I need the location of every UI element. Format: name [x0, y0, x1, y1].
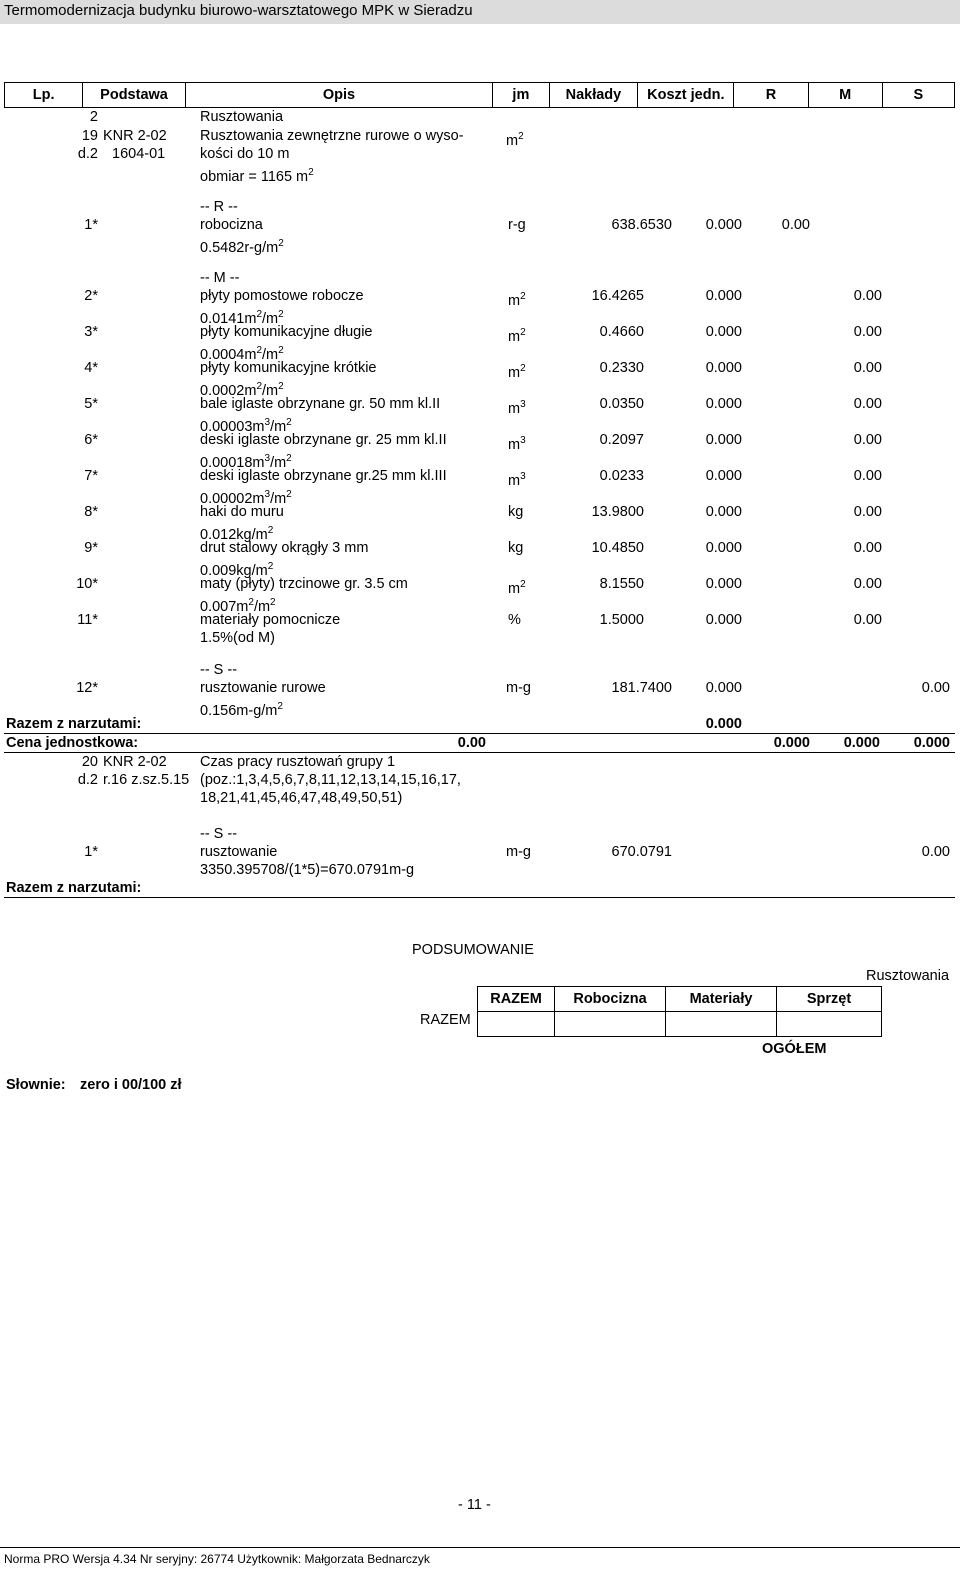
pos19-jm: $m^2$ [506, 131, 524, 149]
material-name: maty (płyty) trzcinowe gr. 3.5 cm [200, 576, 408, 592]
summary-group: Rusztowania [866, 968, 950, 984]
material-m: 0.00 [853, 288, 882, 304]
s-item-qty: 181.7400 [611, 680, 672, 696]
section-number: 2 [89, 109, 98, 125]
material-price: 0.000 [705, 360, 742, 376]
material-name: haki do muru [200, 504, 284, 520]
material-qty: 8.1550 [599, 576, 644, 592]
material-no: 6* [84, 432, 98, 448]
words-label: Słownie: [6, 1077, 66, 1093]
material-jm: $m^3$ [508, 471, 526, 489]
material-qty: 13.9800 [591, 504, 644, 520]
pos20-s-qty: 670.0791 [611, 844, 672, 860]
pos20-s-value: 0.00 [921, 844, 950, 860]
pos19-cena-value: 0.00 [457, 735, 486, 751]
material-norm: $0.0002m^2/m^2$ [200, 381, 284, 399]
material-name: materiały pomocnicze [200, 612, 341, 628]
summary-row-label: RAZEM [420, 1012, 471, 1028]
summary-col-materialy: Materiały [666, 987, 777, 1012]
material-no: 10* [76, 576, 98, 592]
material-jm: $m^2$ [508, 579, 526, 597]
material-m: 0.00 [853, 432, 882, 448]
material-norm: $0.009kg/m^2$ [200, 561, 274, 579]
material-norm: $0.007m^2/m^2$ [200, 597, 276, 615]
material-m: 0.00 [853, 468, 882, 484]
summary-cell [777, 1012, 882, 1037]
pos19-cena-m: 0.000 [843, 735, 880, 751]
s-item-price: 0.000 [705, 680, 742, 696]
material-jm: $m^2$ [508, 363, 526, 381]
material-qty: 0.0233 [599, 468, 644, 484]
col-s: S [882, 83, 954, 108]
material-jm: kg [508, 540, 524, 556]
s-item-s: 0.00 [921, 680, 950, 696]
material-no: 4* [84, 360, 98, 376]
material-norm: $0.00002m^3/m^2$ [200, 489, 292, 507]
column-header-table [4, 82, 955, 108]
material-m: 0.00 [853, 540, 882, 556]
s-item-name: rusztowanie rurowe [200, 680, 326, 696]
material-jm: $m^3$ [508, 435, 526, 453]
summary-cell [666, 1012, 777, 1037]
summary-col-sprzet: Sprzęt [777, 987, 882, 1012]
material-price: 0.000 [705, 324, 742, 340]
col-koszt: Koszt jedn. [638, 83, 734, 108]
material-name: deski iglaste obrzynane gr.25 mm kl.III [200, 468, 447, 484]
pos19-cena-r: 0.000 [773, 735, 810, 751]
footer-text: Norma PRO Wersja 4.34 Nr seryjny: 26774 Użytkownik: Małgorzata Bednarczyk [4, 1552, 430, 1566]
material-jm: $m^2$ [508, 291, 526, 309]
r-item-norm: $0.5482r-g/m^2$ [200, 238, 284, 256]
material-qty: 0.2330 [599, 360, 644, 376]
words-value: zero i 00/100 zł [80, 1077, 182, 1093]
summary-table [477, 986, 882, 1037]
r-item-name: robocizna [200, 217, 263, 233]
material-qty: 0.0350 [599, 396, 644, 412]
divider [4, 752, 955, 753]
summary-col-robocizna: Robocizna [555, 987, 666, 1012]
material-m: 0.00 [853, 504, 882, 520]
material-jm: $m^3$ [508, 399, 526, 417]
document-title-bar [0, 0, 960, 24]
pos19-basis1: KNR 2-02 [103, 128, 167, 144]
r-item-no: 1* [84, 217, 98, 233]
material-name: drut stalowy okrągły 3 mm [200, 540, 369, 556]
s-group-header: -- S -- [200, 662, 238, 678]
pos20-razem-label: Razem z narzutami: [6, 880, 142, 896]
material-price: 0.000 [705, 576, 742, 592]
divider [4, 733, 955, 734]
pos20-desc3: 18,21,41,45,46,47,48,49,50,51) [200, 790, 403, 806]
material-m: 0.00 [853, 360, 882, 376]
col-opis: Opis [185, 83, 492, 108]
pos19-desc1: Rusztowania zewnętrzne rurowe o wyso- [200, 128, 464, 144]
pos20-basis2: r.16 z.sz.5.15 [103, 772, 190, 788]
pos19-cena-label: Cena jednostkowa: [6, 735, 139, 751]
material-m: 0.00 [853, 612, 882, 628]
footer-divider [0, 1547, 960, 1548]
material-norm: $0.00018m^3/m^2$ [200, 453, 292, 471]
pos19-obmiar: obmiar = 1165 $m^2$ [200, 167, 314, 185]
r-group-header: -- R -- [200, 199, 238, 215]
summary-title: PODSUMOWANIE [412, 942, 534, 958]
material-name: płyty komunikacyjne długie [200, 324, 373, 340]
pos20-lp: 20 [81, 754, 98, 770]
material-jm: $m^2$ [508, 327, 526, 345]
pos20-s-norm: 3350.395708/(1*5)=670.0791m-g [200, 862, 415, 878]
r-item-qty: 638.6530 [611, 217, 672, 233]
pos19-desc2: kości do 10 m [200, 146, 290, 162]
pos19-lp2: d.2 [77, 146, 98, 162]
col-m: M [808, 83, 882, 108]
m-group-header: -- M -- [200, 270, 240, 286]
material-norm: 1.5%(od M) [200, 630, 275, 646]
summary-col-razem: RAZEM [478, 987, 555, 1012]
pos19-basis2: 1604-01 [112, 146, 166, 162]
material-norm: $0.0004m^2/m^2$ [200, 345, 284, 363]
s-item-norm: $0.156m-g/m^2$ [200, 701, 283, 719]
pos20-lp2: d.2 [77, 772, 98, 788]
material-name: bale iglaste obrzynane gr. 50 mm kl.II [200, 396, 441, 412]
material-qty: 0.4660 [599, 324, 644, 340]
material-no: 5* [84, 396, 98, 412]
pos20-s-no: 1* [84, 844, 98, 860]
col-jm: jm [493, 83, 549, 108]
pos19-cena-s: 0.000 [913, 735, 950, 751]
r-item-jm: r-g [508, 217, 526, 233]
material-qty: 16.4265 [591, 288, 644, 304]
section-title: Rusztowania [200, 109, 284, 125]
material-no: 7* [84, 468, 98, 484]
material-price: 0.000 [705, 432, 742, 448]
summary-cell [555, 1012, 666, 1037]
material-price: 0.000 [705, 612, 742, 628]
pos20-desc2: (poz.:1,3,4,5,6,7,8,11,12,13,14,15,16,17, [200, 772, 461, 788]
r-item-r: 0.00 [781, 217, 810, 233]
s-item-no: 12* [76, 680, 98, 696]
material-name: deski iglaste obrzynane gr. 25 mm kl.II [200, 432, 447, 448]
pos19-razem-label: Razem z narzutami: [6, 716, 142, 732]
material-norm: $0.0141m^2/m^2$ [200, 309, 284, 327]
s-item-jm: m-g [506, 680, 531, 696]
material-no: 3* [84, 324, 98, 340]
material-jm: kg [508, 504, 524, 520]
pos20-s-name: rusztowanie [200, 844, 278, 860]
material-price: 0.000 [705, 468, 742, 484]
pos20-s-jm: m-g [506, 844, 531, 860]
r-item-price: 0.000 [705, 217, 742, 233]
material-no: 8* [84, 504, 98, 520]
col-naklady: Nakłady [549, 83, 638, 108]
material-m: 0.00 [853, 324, 882, 340]
col-podstawa: Podstawa [83, 83, 186, 108]
divider [4, 897, 955, 898]
pos20-s-header: -- S -- [200, 826, 238, 842]
material-price: 0.000 [705, 504, 742, 520]
material-name: płyty pomostowe robocze [200, 288, 364, 304]
pos19-razem-value: 0.000 [705, 716, 742, 732]
material-price: 0.000 [705, 288, 742, 304]
material-price: 0.000 [705, 396, 742, 412]
summary-cell [478, 1012, 555, 1037]
material-price: 0.000 [705, 540, 742, 556]
material-qty: 10.4850 [591, 540, 644, 556]
material-jm: % [508, 612, 521, 628]
col-r: R [734, 83, 808, 108]
material-no: 9* [84, 540, 98, 556]
col-lp: Lp. [5, 83, 83, 108]
material-no: 11* [77, 612, 98, 628]
material-m: 0.00 [853, 576, 882, 592]
pos19-lp: 19 [81, 128, 98, 144]
material-no: 2* [84, 288, 98, 304]
document-title: Termomodernizacja budynku biurowo-warsztatowego MPK w Sieradzu [4, 2, 473, 19]
material-m: 0.00 [853, 396, 882, 412]
material-qty: 0.2097 [599, 432, 644, 448]
material-qty: 1.5000 [599, 612, 644, 628]
material-name: płyty komunikacyjne krótkie [200, 360, 377, 376]
page-number: - 11 - [458, 1497, 491, 1513]
pos20-basis1: KNR 2-02 [103, 754, 167, 770]
pos20-desc1: Czas pracy rusztowań grupy 1 [200, 754, 396, 770]
summary-total-label: OGÓŁEM [762, 1041, 827, 1057]
material-norm: $0.00003m^3/m^2$ [200, 417, 292, 435]
material-norm: $0.012kg/m^2$ [200, 525, 274, 543]
